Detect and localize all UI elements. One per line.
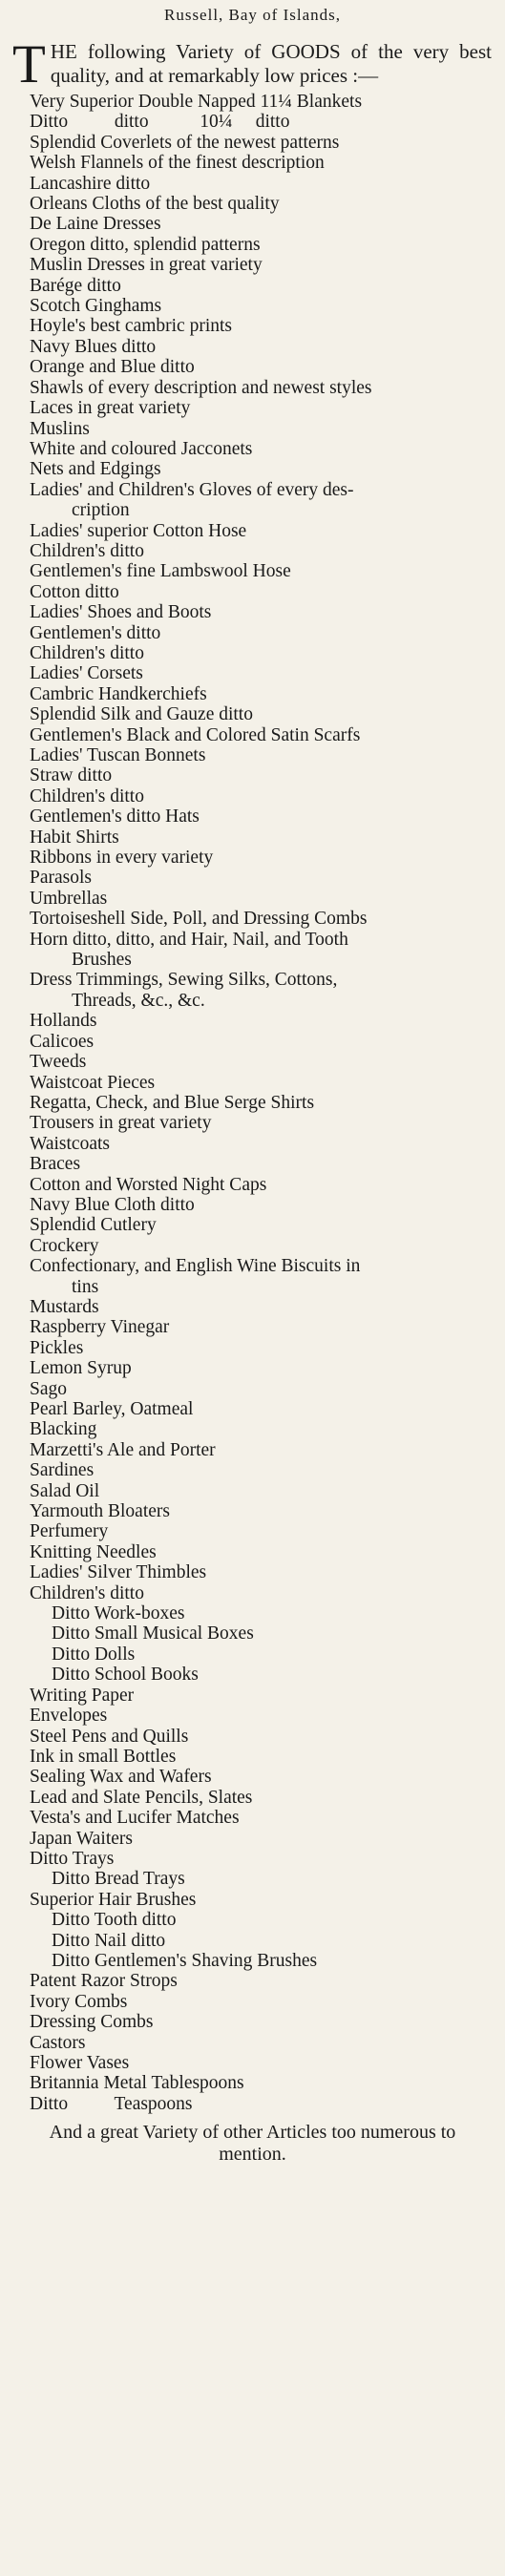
list-item	[13, 214, 492, 234]
list-item-text: Nets and Edgings	[30, 459, 161, 480]
list-item-text: Ladies' superior Cotton Hose	[30, 520, 247, 541]
list-item	[13, 1358, 492, 1378]
list-item	[13, 868, 492, 888]
list-item-text: White and coloured Jacconets	[30, 438, 253, 459]
list-item	[13, 1951, 492, 1971]
list-item	[13, 1788, 492, 1808]
list-item-text: Ditto School Books	[52, 1665, 199, 1686]
list-item-text: Cotton and Worsted Night Caps	[30, 1174, 267, 1195]
list-item	[13, 1338, 492, 1358]
list-item-text: Crockery	[30, 1235, 99, 1256]
list-item-text: Straw ditto	[30, 765, 113, 786]
list-item-text: Marzetti's Ale and Porter	[30, 1439, 216, 1460]
list-item-text: Ladies' Tuscan Bonnets	[30, 745, 206, 765]
list-item	[13, 1767, 492, 1787]
list-item	[13, 1052, 492, 1072]
list-item	[13, 582, 492, 602]
list-item-text: Scotch Ginghams	[30, 296, 162, 317]
list-item-text: Britannia Metal Tablespoons	[30, 2073, 244, 2094]
list-item-text: Ivory Combs	[30, 1991, 128, 2012]
list-item-continuation: Threads, &c., &c.	[72, 990, 205, 1011]
list-item	[13, 316, 492, 336]
list-item-text: Blacking	[30, 1419, 97, 1440]
list-item	[13, 2094, 492, 2114]
list-item-text: Mustards	[30, 1296, 99, 1317]
list-item	[13, 235, 492, 255]
list-item-text: Dress Trimmings, Sewing Silks, Cottons,	[30, 970, 338, 991]
list-item-text: Braces	[30, 1154, 81, 1175]
list-item	[13, 909, 492, 929]
list-item-text: Horn ditto, ditto, and Hair, Nail, and Tooth	[30, 929, 348, 950]
list-item	[13, 1849, 492, 1869]
list-item	[13, 1073, 492, 1093]
list-item	[13, 786, 492, 806]
list-item-text: Calicoes	[30, 1031, 95, 1052]
list-item-text: Flower Vases	[30, 2053, 130, 2073]
list-item	[13, 337, 492, 357]
list-item-text: Splendid Silk and Gauze ditto	[30, 704, 253, 725]
list-item	[13, 2073, 492, 2093]
list-item	[13, 1440, 492, 1460]
list-item-text: Pickles	[30, 1337, 84, 1358]
list-item-text: Laces in great variety	[30, 398, 191, 419]
list-item-text: Tortoiseshell Side, Poll, and Dressing Combs	[30, 909, 368, 930]
list-item	[13, 1195, 492, 1215]
list-item-text: Envelopes	[30, 1706, 108, 1727]
list-item-text: Waistcoats	[30, 1133, 110, 1154]
list-item	[13, 889, 492, 909]
list-item-text: Lancashire ditto	[30, 173, 151, 194]
list-item	[13, 1910, 492, 1930]
list-item	[13, 1215, 492, 1235]
list-item	[13, 1297, 492, 1317]
list-item-text: Ditto ditto 10¼ ditto	[30, 112, 290, 133]
list-item-text: Vesta's and Lucifer Matches	[30, 1808, 240, 1829]
list-item	[13, 1460, 492, 1480]
list-item	[13, 1890, 492, 1910]
list-item-text: Gentlemen's Black and Colored Satin Scarfs	[30, 724, 361, 745]
list-item-text: Ditto Trays	[30, 1848, 115, 1869]
list-item-text: Dressing Combs	[30, 2012, 154, 2033]
list-item-continuation: Brushes	[72, 950, 132, 971]
list-item	[13, 459, 492, 479]
list-item	[13, 1727, 492, 1747]
list-item-text: Children's ditto	[30, 642, 144, 663]
list-item-text: Muslin Dresses in great variety	[30, 255, 263, 276]
list-item-text: Children's ditto	[30, 785, 144, 806]
list-item	[13, 1706, 492, 1726]
list-item	[13, 541, 492, 561]
list-item-text: Habit Shirts	[30, 827, 119, 848]
list-item-text: Sardines	[30, 1460, 95, 1481]
list-item-text: Ditto Teaspoons	[30, 2093, 193, 2114]
list-item-text: Patent Razor Strops	[30, 1971, 178, 1992]
list-item	[13, 92, 492, 112]
list-item	[13, 133, 492, 153]
list-item-text: Perfumery	[30, 1521, 109, 1542]
list-item	[13, 419, 492, 439]
list-item	[13, 684, 492, 704]
list-item	[13, 1093, 492, 1113]
list-item	[13, 1032, 492, 1052]
list-item	[13, 112, 492, 132]
list-item-text: Orleans Cloths of the best quality	[30, 194, 280, 215]
list-item-text: Navy Blue Cloth ditto	[30, 1194, 195, 1215]
list-item	[13, 1931, 492, 1951]
intro-paragraph	[12, 34, 492, 94]
list-item-text: Oregon ditto, splendid patterns	[30, 234, 261, 255]
list-item-text: Gentlemen's ditto Hats	[30, 806, 200, 827]
list-item	[13, 276, 492, 296]
list-item	[13, 378, 492, 398]
list-item-text: Ditto Dolls	[52, 1644, 136, 1665]
page-header: Russell, Bay of Islands,	[163, 6, 342, 24]
list-item	[13, 296, 492, 316]
list-item-text: Ditto Tooth ditto	[52, 1910, 177, 1931]
list-item-text: Japan Waiters	[30, 1828, 133, 1849]
list-item-text: Ladies' Shoes and Boots	[30, 602, 212, 623]
list-item	[13, 930, 492, 971]
list-item-text: Pearl Barley, Oatmeal	[30, 1399, 194, 1419]
goods-list	[13, 92, 492, 2114]
list-item-text: Ditto Small Musical Boxes	[52, 1623, 254, 1644]
list-item-text: Yarmouth Bloaters	[30, 1501, 170, 1522]
list-item	[13, 357, 492, 377]
list-item-text: Shawls of every description and newest styles	[30, 377, 372, 398]
list-item	[13, 970, 492, 1011]
list-item	[13, 194, 492, 214]
list-item-text: Writing Paper	[30, 1685, 135, 1706]
list-item	[13, 1623, 492, 1644]
list-item-text: Knitting Needles	[30, 1541, 157, 1562]
drop-cap: T	[12, 34, 46, 94]
list-item-text: Ditto Gentlemen's Shaving Brushes	[52, 1950, 318, 1971]
list-item-continuation: tins	[72, 1276, 99, 1297]
list-item	[13, 848, 492, 868]
list-item	[13, 153, 492, 173]
list-item-text: Welsh Flannels of the finest description	[30, 153, 325, 174]
list-item	[13, 439, 492, 459]
list-item	[13, 1134, 492, 1154]
list-item	[13, 1747, 492, 1767]
list-item-text: Barége ditto	[30, 275, 121, 296]
list-item-text: Tweeds	[30, 1052, 87, 1073]
list-item	[13, 2033, 492, 2053]
list-item-text: Children's ditto	[30, 540, 144, 561]
list-item-text: Parasols	[30, 868, 92, 889]
list-item-text: Navy Blues ditto	[30, 336, 157, 357]
list-item	[13, 1481, 492, 1501]
list-item-text: Splendid Coverlets of the newest patterns	[30, 132, 340, 153]
list-item	[13, 1011, 492, 1031]
list-item-text: Confectionary, and English Wine Biscuits in	[30, 1256, 361, 1277]
list-item-text: Umbrellas	[30, 888, 108, 909]
list-item	[13, 1686, 492, 1706]
list-item	[13, 2053, 492, 2073]
list-item	[13, 643, 492, 663]
list-item	[13, 1829, 492, 1849]
list-item-text: Orange and Blue ditto	[30, 357, 195, 378]
list-item-text: Gentlemen's ditto	[30, 622, 161, 643]
list-item-text: Ditto Nail ditto	[52, 1930, 166, 1951]
list-item	[13, 1562, 492, 1582]
list-item-text: Ditto Work-boxes	[52, 1603, 185, 1624]
list-item-text: Cambric Handkerchiefs	[30, 683, 207, 704]
list-item-text: Ladies' and Children's Gloves of every des-	[30, 479, 354, 500]
list-item-text: Hoyle's best cambric prints	[30, 316, 233, 337]
list-item	[13, 1542, 492, 1562]
list-item-text: Gentlemen's fine Lambswool Hose	[30, 561, 291, 582]
list-item	[13, 1256, 492, 1297]
list-item	[13, 1603, 492, 1623]
list-item	[13, 1808, 492, 1828]
list-item-text: Splendid Cutlery	[30, 1215, 157, 1236]
list-item	[13, 663, 492, 683]
list-item-text: Ribbons in every variety	[30, 848, 214, 869]
list-item-text: Regatta, Check, and Blue Serge Shirts	[30, 1092, 315, 1113]
list-item-text: Ladies' Corsets	[30, 663, 143, 684]
list-item-text: Lemon Syrup	[30, 1358, 132, 1379]
list-item-text: Ink in small Bottles	[30, 1746, 177, 1767]
list-item-text: Ditto Bread Trays	[52, 1869, 185, 1890]
list-item	[13, 1644, 492, 1665]
list-item	[13, 765, 492, 785]
list-item-text: Waistcoat Pieces	[30, 1072, 156, 1093]
list-item	[13, 1665, 492, 1685]
list-item-continuation: cription	[72, 500, 130, 521]
list-item-text: De Laine Dresses	[30, 214, 161, 235]
list-item	[13, 174, 492, 194]
list-item-text: Superior Hair Brushes	[30, 1889, 197, 1910]
closing-line: And a great Variety of other Articles too numerous to mention.	[49, 2122, 456, 2166]
list-item-text: Steel Pens and Quills	[30, 1726, 189, 1747]
list-item	[13, 704, 492, 724]
list-item	[13, 806, 492, 827]
list-item	[13, 1399, 492, 1419]
list-item-text: Ladies' Silver Thimbles	[30, 1562, 207, 1583]
list-item	[13, 1113, 492, 1133]
list-item-text: Lead and Slate Pencils, Slates	[30, 1787, 253, 1808]
list-item	[13, 1317, 492, 1337]
list-item	[13, 1236, 492, 1256]
list-item	[13, 561, 492, 581]
list-item-text: Castors	[30, 2032, 86, 2053]
list-item	[13, 1869, 492, 1889]
list-item-text: Salad Oil	[30, 1480, 100, 1501]
list-item-text: Children's ditto	[30, 1582, 144, 1603]
list-item	[13, 1521, 492, 1541]
list-item-text: Hollands	[30, 1011, 97, 1032]
list-item	[13, 725, 492, 745]
list-item	[13, 623, 492, 643]
intro-text: HE following Variety of GOODS of the very best quality, and at remarkably low prices :—	[50, 40, 492, 87]
list-item-text: Muslins	[30, 418, 90, 439]
list-item	[13, 480, 492, 521]
list-item	[13, 2012, 492, 2032]
list-item	[13, 1501, 492, 1521]
list-item	[13, 521, 492, 541]
list-item-text: Sago	[30, 1378, 67, 1399]
list-item-text: Trousers in great variety	[30, 1113, 212, 1134]
list-item-text: Cotton ditto	[30, 581, 119, 602]
list-item	[13, 602, 492, 622]
list-item-text: Raspberry Vinegar	[30, 1317, 170, 1338]
list-item	[13, 1419, 492, 1439]
list-item	[13, 1154, 492, 1174]
list-item	[13, 1992, 492, 2012]
list-item	[13, 1175, 492, 1195]
list-item	[13, 745, 492, 765]
list-item-text: Sealing Wax and Wafers	[30, 1767, 212, 1788]
list-item-text: Very Superior Double Napped 11¼ Blankets	[30, 92, 363, 112]
list-item	[13, 827, 492, 848]
list-item	[13, 1379, 492, 1399]
list-item	[13, 398, 492, 418]
list-item	[13, 1971, 492, 1991]
list-item	[13, 1583, 492, 1603]
list-item	[13, 255, 492, 275]
